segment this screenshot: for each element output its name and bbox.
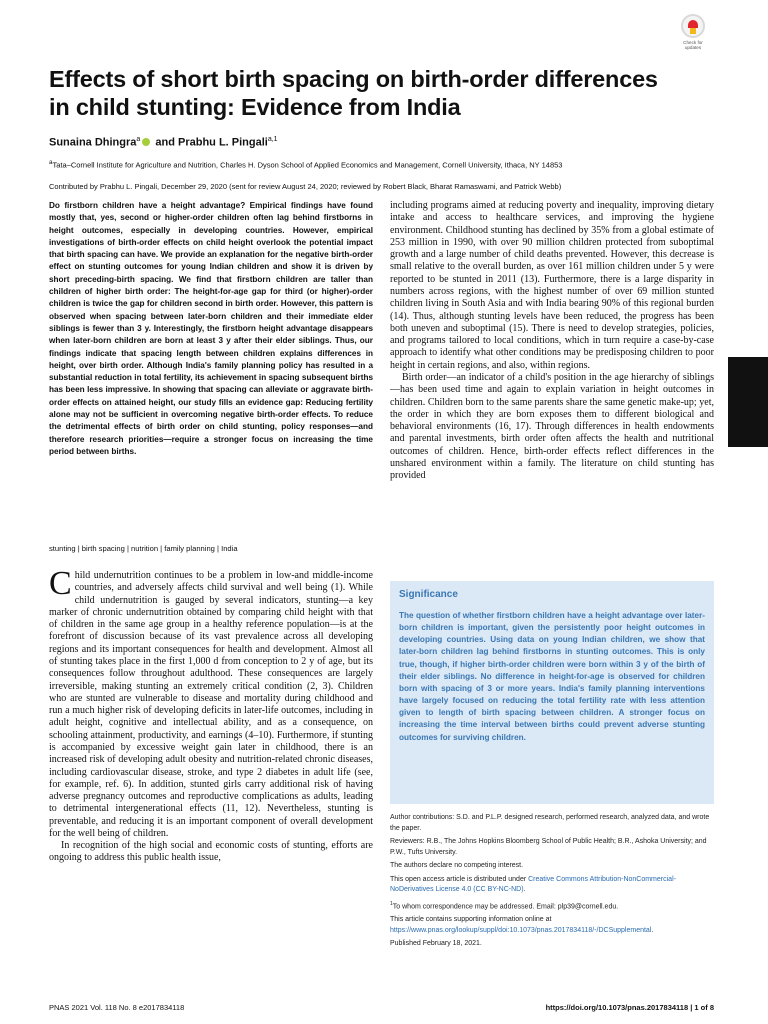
author-2-name[interactable]: Prabhu L. Pingali bbox=[178, 136, 268, 149]
affiliation-text: Tata–Cornell Institute for Agriculture and Nutrition, Charles H. Dyson School of Applied Economics and Management, Cornell University, Ithaca, NY 14853 bbox=[52, 160, 563, 170]
intro-paragraph-1 bbox=[49, 565, 373, 840]
intro-paragraph-2: In recognition of the high social and economic costs of stunting, efforts are ongoing to address this public health issue, bbox=[49, 840, 373, 864]
abstract: Do firstborn children have a height advantage? Empirical findings have found mostly that, yes, second or higher-order children often lag behind firstborns in height outcomes, especially in developing countries. However, empirical investigations of birth-order effects on child height overlook the potential impact that birth spacing can have. We provide an explanation for the negative birth-order effect on stunting outcomes for young Indian children and show it is driven by short preceding-birth spacing. We find that firstborn children are taller than children of higher birth order: The height-for-age gap for third (or higher)-order children is twice the gap for children second in birth order. However, this pattern is observed when spacing between later-born children and their immediate elder siblings is fewer than 3 y. Interestingly, the firstborn height advantage disappears when later-born children are born at least 3 y after their elder siblings. Thus, our findings indicate that spacing length between children explains differences in height, over birth order. Although India's family planning policy has resulted in a substantial reduction in total fertility, its achievement in spacing subsequent births has been less impressive. In showing that spacing can alleviate or aggravate birth-order effects on attained height, our study fills an evidence gap: Reducing fertility alone may not be sufficient in overcoming negative birth-order effects. To reduce the detrimental effects of birth order on child stunting, policy responses—and therefore research priorities—require a stronger focus on increasing the time period between births. bbox=[49, 201, 373, 456]
introduction-body bbox=[49, 565, 373, 865]
competing-interest-note: The authors declare no competing interest. bbox=[390, 862, 524, 869]
intro-paragraph-1-text: hild undernutrition continues to be a problem in low-and middle-income countries, and adversely affects child survival and well being (1). While child undernutrition is gauged by several indicators, stunting—a key marker of chronic undernutrition obtained by comparing child height with that of children in the same age group in a healthy reference population—is at the forefront of discussion because of its vast prevalence across all developing regions and its important consequences for health and development. Almost all of stunting takes place in the first 1,000 d from conception to 2 y of age, but its consequences follow throughout adulthood. These consequences are largely irreversible, making stunting an extremely critical condition (2, 3). Children who are stunted are vulnerable to disease and mortality during childhood and run a much higher risk of developing deficits in later-life outcomes, including in adult height, cognitive and intellectual ability, and as a consequence, on schooling attainment, productivity, and earnings (4–10). Furthermore, if stunting is accompanied by excessive weight gain later in childhood, there is an increased risk of developing adult obesity and nutrition-related chronic diseases, including cardiovascular disease, stroke, and type 2 diabetes in adult life (see, for example, ref. 6). In addition, stunted girls carry additional risk of having adverse pregnancy outcomes and reproductive complications as adults, leading to detrimental intergenerational effects (11, 12). Nevertheless, stunting is preventable, and reducing it is an important component of overall development for the well being of children. bbox=[49, 570, 373, 839]
author-2-affil-mark: a,1 bbox=[267, 136, 278, 143]
article-title: Effects of short birth spacing on birth-order differences in child stunting: Evidence from India bbox=[49, 66, 658, 120]
license-prefix: This open access article is distributed under bbox=[390, 875, 529, 883]
author-contributions: Author contributions: S.D. and P.L.P. designed research, performed research, analyzed data, and wrote the paper. bbox=[390, 814, 710, 832]
article-notes bbox=[390, 813, 714, 953]
license-suffix: . bbox=[523, 886, 526, 893]
correspondence-note bbox=[390, 899, 714, 913]
author-line bbox=[49, 136, 278, 149]
badge-label: Check for updates bbox=[683, 40, 703, 50]
contributed-by-line: Contributed by Prabhu L. Pingali, December 29, 2020 (sent for review August 24, 2020; reviewed by Robert Black, Bharat Ramaswami, and Patrick Webb) bbox=[49, 182, 562, 191]
significance-box bbox=[390, 581, 714, 804]
crossmark-icon bbox=[681, 14, 705, 38]
supporting-info-note bbox=[390, 915, 714, 936]
significance-title: Significance bbox=[399, 589, 458, 600]
footer-doi-page[interactable]: https://doi.org/10.1073/pnas.2017834118 | 1 of 8 bbox=[545, 1003, 714, 1012]
author-separator: and bbox=[155, 136, 175, 149]
check-for-updates-badge[interactable] bbox=[675, 14, 711, 50]
significance-text: The question of whether firstborn children have a height advantage over later-born children is important, given the persistently poor height outcomes in developing countries. Using data on young Indian children, we show that later-born children lag behind firstborns in stunting outcomes. This is only true, though, if higher birth-order children were born within 3 y of the birth of their elder siblings. No difference in height-for-age is observed for children born with spacing of 3 or more years. India's family planning interventions have largely focused on reducing the total fertility rate with less attention given to length of birth spacing between children. A stronger focus on increasing the time interval between births could prevent adverse stunting outcomes for surviving children. bbox=[399, 611, 705, 742]
supporting-prefix: This article contains supporting information online at bbox=[390, 916, 552, 924]
section-tab bbox=[728, 357, 768, 447]
keywords: stunting | birth spacing | nutrition | family planning | India bbox=[49, 544, 238, 553]
license-note bbox=[390, 875, 714, 896]
affiliation-mark: a bbox=[49, 159, 53, 166]
correspondence-mark: 1 bbox=[390, 900, 393, 907]
drop-cap: C bbox=[49, 565, 72, 602]
author-1-affil-mark: a bbox=[136, 136, 141, 143]
affiliation bbox=[49, 159, 729, 170]
published-date: Published February 18, 2021. bbox=[390, 940, 482, 948]
right-paragraph-2: Birth order—an indicator of a child's position in the age hierarchy of siblings—has been used time and again to explain variation in height outcomes in children. Children born to the same parents share the same genetic make-up; yet, the order in which they are born exposes them to different biological and behavioral environments (16, 17). Through differences in health endowments and parental investments, birth order often affects the health and nutritional outcomes of children. Hence, birth-order effects reflect differences in the unshared environment within a family. The literature on child stunting has provided bbox=[390, 371, 714, 482]
orcid-icon[interactable] bbox=[142, 138, 150, 146]
reviewers-note: Reviewers: R.B., The Johns Hopkins Bloomberg School of Public Health; B.R., Ashoka University; and P.W., Tufts University. bbox=[390, 838, 707, 856]
supporting-info-link[interactable]: https://www.pnas.org/lookup/suppl/doi:10.1073/pnas.2017834118/-/DCSupplemental bbox=[390, 926, 652, 934]
right-paragraph-1: including programs aimed at reducing poverty and inequality, improving dietary intake and access to healthcare services, and improving the hygiene environment. Childhood stunting has declined by 35% from a global estimate of 253 million in 1990, with over 90 million children protected from suboptimal growth and a large number of child deaths prevented. However, this decrease is small relative to the overall burden, as over 161 million children under 5 y were reported to be stunted in 2011 (13). Furthermore, there is a large disparity in numbers across regions, with the highest number of over 69 million stunted children living in South Asia and with India bearing 90% of this regional burden (14). Thus, although stunting levels have been reduced, the progress has been both uneven and suboptimal (15). There is need to develop strategies, policies, and programs tailored to local conditions, which in turn require a case-by-case approach to identify what other conditions may be predisposing children to poor height in certain regions, and also, within regions. bbox=[390, 200, 714, 371]
supporting-suffix: . bbox=[651, 926, 654, 934]
footer-journal-info: PNAS 2021 Vol. 118 No. 8 e2017834118 bbox=[49, 1003, 185, 1012]
author-1-name[interactable]: Sunaina Dhingra bbox=[49, 136, 137, 149]
license-link[interactable]: Creative Commons Attribution-NonCommercial-NoDerivatives License 4.0 (CC BY-NC-ND) bbox=[390, 875, 676, 893]
right-column-body bbox=[390, 200, 714, 482]
correspondence-text: To whom correspondence may be addressed. Email: plp39@cornell.edu. bbox=[392, 902, 619, 910]
